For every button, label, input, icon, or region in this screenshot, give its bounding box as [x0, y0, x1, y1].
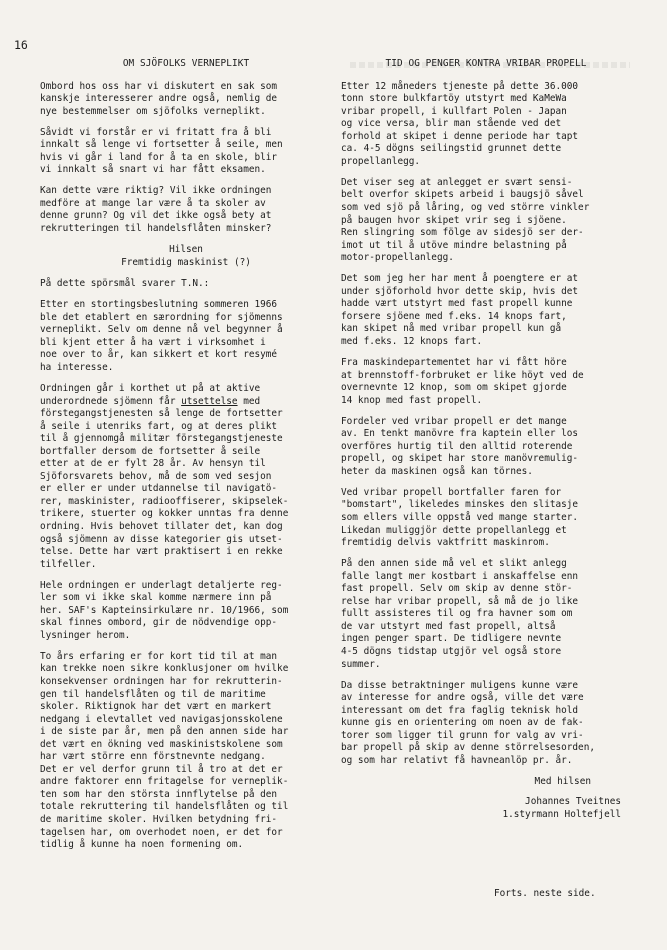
greeting: Hilsen — [169, 244, 203, 256]
paragraph: Etter en stortingsbeslutning sommeren 1966 ble det etablert en særordning for sjömenns verneplikt. Selv om denne nå vel begynner å bli kjent etter å ha vært i virksomhet i noe over to år, kan sikkert et kort resymé ha interesse. — [40, 299, 283, 373]
paragraph: Såvidt vi forstår er vi fritatt fra å bli innkalt så lenge vi fortsetter å seile, men hvis vi går i land for å ta en skole, blir vi innkalt så snart vi har fått eksamen. — [40, 126, 283, 176]
paragraph: Fra maskindepartementet har vi fått höre at brennstoff-forbruket er like höyt ved de overnevnte 12 knop, som om skipet gjorde 14 knop med fast propell. — [341, 356, 584, 406]
letter-signature — [40, 244, 332, 257]
paragraph: På dette spörsmål svarer T.N.: — [40, 278, 210, 290]
article-verneplikt — [40, 58, 332, 860]
author-title: 1.styrmann Holtefjell — [502, 808, 621, 820]
paragraph: Fordeler ved vribar propell er det mange av. En tenkt manövre fra kaptein eller los overföres hurtig til den alltid roterende propell, og skipet har store manövremulig- heter da maskinen også kan törnes. — [341, 415, 579, 477]
paragraph: Da disse betraktninger muligens kunne være av interesse for andre også, ville det være interessant om det fra faglig teknisk hold kunne gis en orientering om noen av de fak- torer som ligger til grunn for valg av vri- bar propell på skip av denne störrelsesorden, og som har relativt få havneanlöp pr. år. — [341, 679, 595, 766]
paragraph: På den annen side må vel et slikt anlegg falle langt mer kostbart i anskaffelse enn fast propell. Selv om skip av denne stör- relse har vribar propell, så må de jo like fullt assisteres til og fra havner som om de var utstyrt med fast propell, altså ingen penger spart. De tidligere nevnte 4-5 dögns tidstap utgjör vel også store summer. — [341, 558, 579, 670]
paragraph: Kan dette være riktig? Vil ikke ordningen medföre at mange lar være å ta skoler av denne grunn? Og vil det ikke også bety at rekrutteringen til handelsflåten minsker? — [40, 185, 272, 235]
paragraph — [40, 383, 332, 571]
paragraph: Det viser seg at anlegget er svært sensi- belt overfor skipets arbeid i baugsjö såvel som ved sjö på låring, og ved större vinkler på baugen hvor skipet vrir seg i sjöene. Ren slingring som fölge av sidesjö ser der- imot ut til å utöve mindre belastning på motor-propellanlegg. — [341, 176, 590, 264]
underlined-word: utsettelse — [181, 395, 238, 407]
text-segment: med förstegangstjenesten så lenge de fortsetter å seile i utenriks fart, og at deres plikt til å gjennomgå militær förstegangstjeneste bortfaller dersom de fortsetter å seile etter at de er fylt 28 år. Av hensyn til Sjöforsvarets behov, må de som ved sesjon er eller er under utdannelse til navigatö- rer, maskinister, radiooffiserer, skipselek- trikere, stuerter og kokker unntas fra denne ordning. Hvis behovet tillater det, kan dog også sjömenn av disse kategorier gis utset- telse. Dette har vært praktisert i en rekke tilfeller. — [40, 395, 289, 570]
continued-note: Forts. neste side. — [494, 888, 596, 899]
paragraph: To års erfaring er for kort tid til at man kan trekke noen sikre konklusjoner om hvilke konsekvenser ordningen har for rekrutterin- gen til handelsflåten og til de maritime skoler. Riktignok har det vært en markert nedgang i elevtallet ved navigasjonsskolene i de siste par år, men på den annen side har det vært en ökning ved maskinistskolene som har vært större enn förstnevnte nedgang. Det er vel derfor grunn til å tro at det er andre faktorer enn fritagelse for vernеplik- ten som har den största innflytelse på den totale rekruttering til handelsflåten og til de maritime skoler. Hvilken betydning fri- tagelsen har, om overhodet noen, er det for tidlig å kunne ha noen formening om. — [40, 650, 289, 851]
paragraph: Etter 12 måneders tjeneste på dette 36.000 tonn store bulkfartöy utstyrt med KaMeWa vribar propell, i kullfart Polen - Japan og vice versa, blir man stående ved det forhold at skipet i denne periode har tapt ca. 4-5 dögns seilingstid grunnet dette propellanlegg. — [341, 80, 579, 167]
article-heading: TID OG PENGER KONTRA VRIBAR PROPELL — [385, 58, 587, 69]
paragraph: Ombord hos oss har vi diskutert en sak som kanskje interesserer andre også, nemlig de nye bestemmelser om sjöfolks verneplikt. — [40, 80, 278, 117]
paragraph: Det som jeg her har ment å poengtere er at under sjöforhold hvor dette skip, hvis det hadde vært utstyrt med fast propell kunne forsere sjöene med f.eks. 14 knops fart, kan skipet nå med vribar propell kun gå med f.eks. 12 knops fart. — [341, 273, 579, 347]
page-number: 16 — [14, 38, 28, 52]
author-name: Johannes Tveitnes — [525, 796, 621, 808]
paragraph: Ved vribar propell bortfaller faren for "bomstart", likeledes minskes den slitasje som ellers ville oppstå ved mange starter. Likedan muliggjör dette propellanlegg et fremtidig delvis vaktfritt maskinrom. — [341, 486, 579, 549]
paragraph: Hele ordningen er underlagt detaljerte reg- ler som vi ikke skal komme nærmere inn på her. SAF's Kapteinsirkulære nr. 10/1966, som skal finnes ombord, gir de nödvendige opp- lysninger herom. — [40, 579, 289, 641]
letter-signature-name: Fremtidig maskinist (?) — [121, 256, 251, 268]
article-heading: OM SJÖFOLKS VERNEPLIKT — [122, 58, 250, 69]
text-segment: Ordningen går i korthet ut på at aktive underordnede sjömenn får — [40, 382, 261, 407]
article-vribar-propell — [341, 58, 631, 830]
closing-greeting: Med hilsen — [534, 775, 591, 787]
